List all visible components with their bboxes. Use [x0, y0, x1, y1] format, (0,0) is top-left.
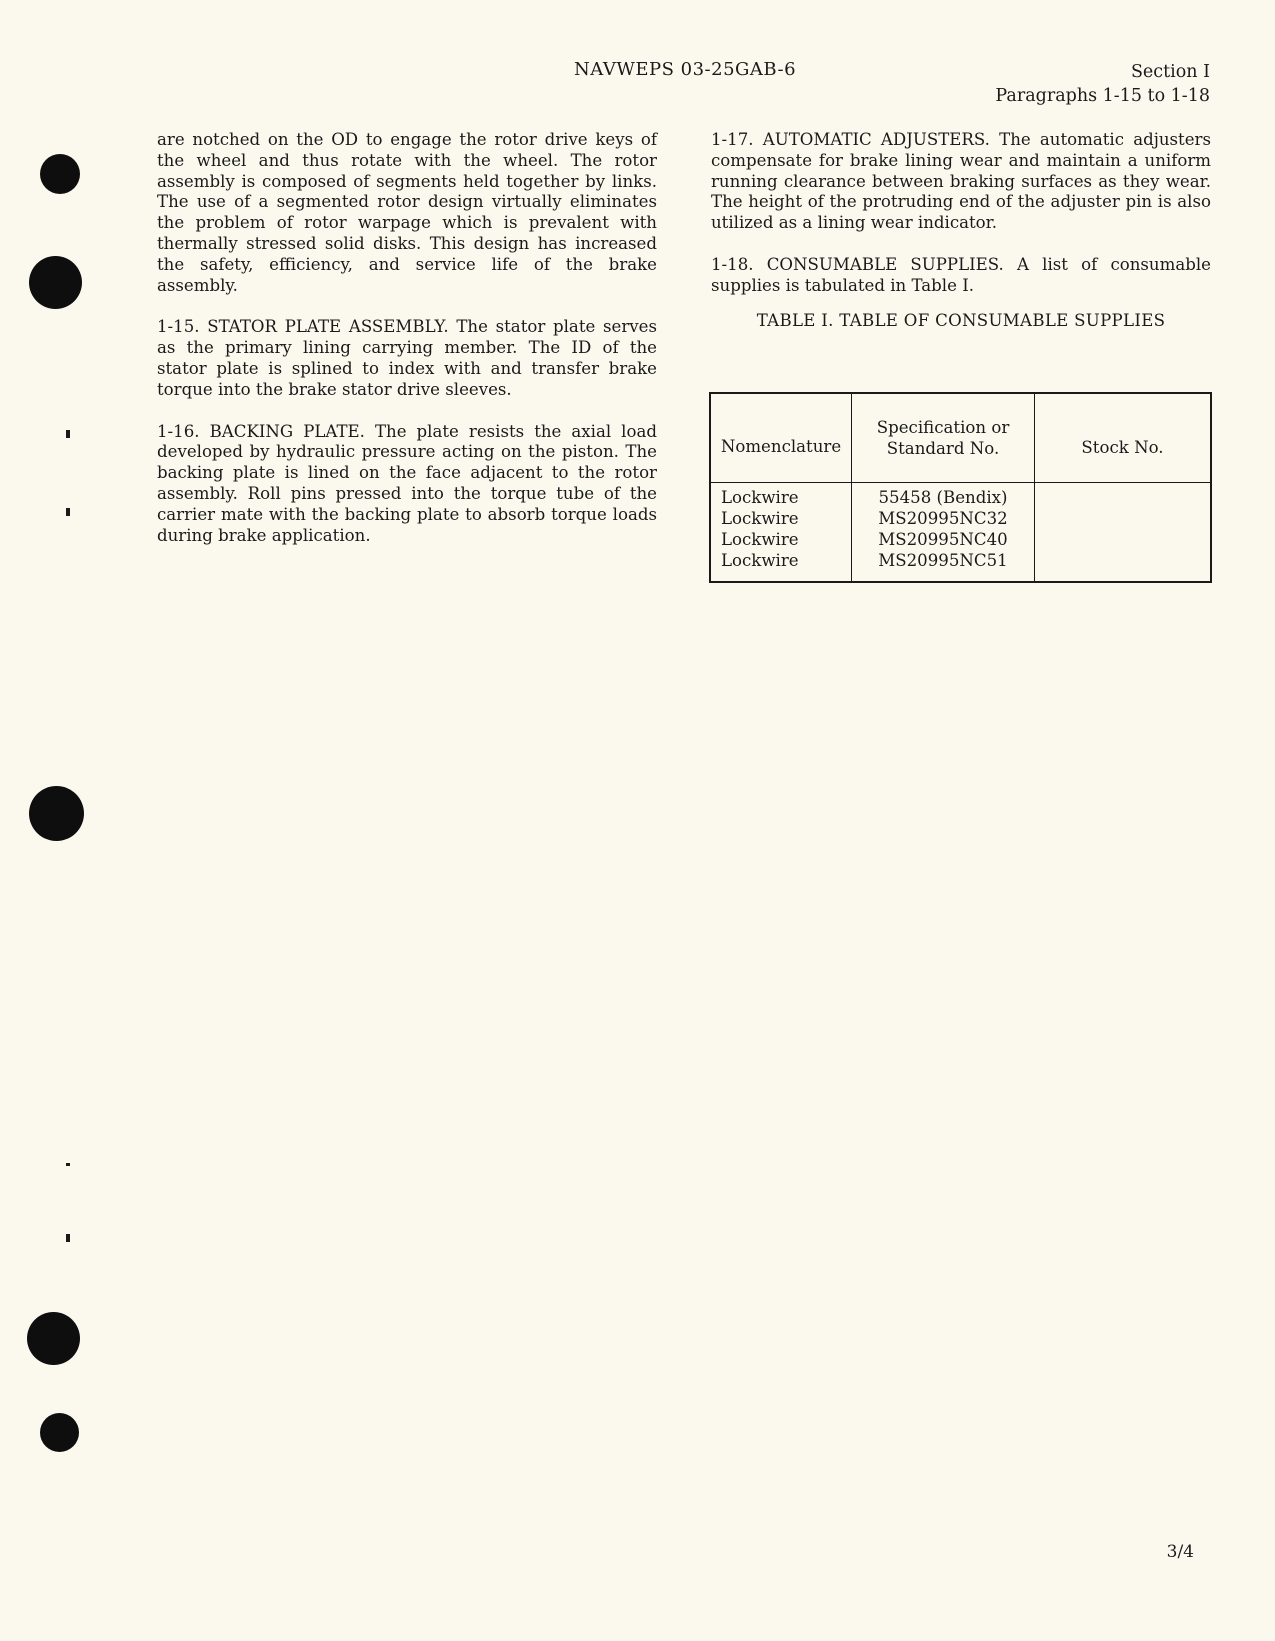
- rotor-continuation-paragraph: are notched on the OD to engage the rotor drive keys of the wheel and thus rotate with the wheel. The rotor assembly is composed of segments held together by links. The use of a segmented rotor design virtually eliminates the problem of rotor warpage which is prevalent with thermally stressed solid disks. This design has increased the safety, efficiency, and service life of the brake assembly.: [157, 130, 657, 295]
- punch-hole-middle: [29, 786, 84, 841]
- nomenclature-cell: [710, 483, 852, 583]
- table-header-row: [710, 393, 1211, 483]
- table-cell: Lockwire: [721, 488, 799, 507]
- page-number: 3/4: [1166, 1542, 1194, 1562]
- table-body-row: [710, 483, 1211, 583]
- scan-speck: [66, 1234, 70, 1242]
- paragraph-1-17: 1-17. AUTOMATIC ADJUSTERS. The automatic adjusters compensate for brake lining wear and maintain a uniform running clearance between braking surfaces as they wear. The height of the protruding end of the adjuster pin is also utilized as a lining wear indicator.: [711, 130, 1211, 233]
- paragraph-1-18: 1-18. CONSUMABLE SUPPLIES. A list of consumable supplies is tabulated in Table I.: [711, 254, 1211, 295]
- header-specification-line2: Standard No.: [886, 439, 1000, 458]
- punch-hole-lower: [27, 1312, 80, 1365]
- table-cell: MS20995NC40: [878, 530, 1008, 549]
- table-cell: Lockwire: [721, 551, 799, 570]
- table-cell: Lockwire: [721, 530, 799, 549]
- paragraph-1-16: 1-16. BACKING PLATE. The plate resists the axial load developed by hydraulic pressure acting on the piston. The backing plate is lined on the face adjacent to the rotor assembly. Roll pins pressed into the torque tube of the carrier mate with the backing plate to absorb torque loads during brake application.: [157, 421, 657, 545]
- header-specification-line1: Specification or: [876, 418, 1010, 437]
- left-column: [157, 130, 657, 567]
- table-cell: 55458 (Bendix): [878, 488, 1008, 507]
- header-specification: [852, 393, 1035, 483]
- table-cell: Lockwire: [721, 509, 799, 528]
- table-cell: MS20995NC51: [878, 551, 1008, 570]
- scan-speck: [66, 430, 70, 438]
- specification-cell: [852, 483, 1035, 583]
- section-reference: [995, 60, 1210, 108]
- punch-hole-bottom: [40, 1413, 79, 1452]
- punch-hole-top: [40, 154, 80, 194]
- header-nomenclature: Nomenclature: [710, 393, 852, 483]
- table-title: TABLE I. TABLE OF CONSUMABLE SUPPLIES: [756, 310, 1166, 330]
- scan-speck: [66, 1163, 70, 1166]
- paragraph-1-15: 1-15. STATOR PLATE ASSEMBLY. The stator plate serves as the primary lining carrying member. The ID of the stator plate is splined to index with and transfer brake torque into the brake stator drive sleeves.: [157, 317, 657, 399]
- stock-number-cell: [1035, 483, 1212, 583]
- table-cell: MS20995NC32: [878, 509, 1008, 528]
- section-label: Section I: [1130, 62, 1210, 82]
- paragraph-range: Paragraphs 1-15 to 1-18: [995, 86, 1210, 106]
- consumable-supplies-table: [709, 392, 1212, 583]
- punch-hole-upper: [29, 256, 82, 309]
- right-column: [711, 130, 1211, 331]
- scan-speck: [66, 508, 70, 516]
- header-stock-number: Stock No.: [1035, 393, 1212, 483]
- document-number: NAVWEPS 03-25GAB-6: [574, 59, 797, 80]
